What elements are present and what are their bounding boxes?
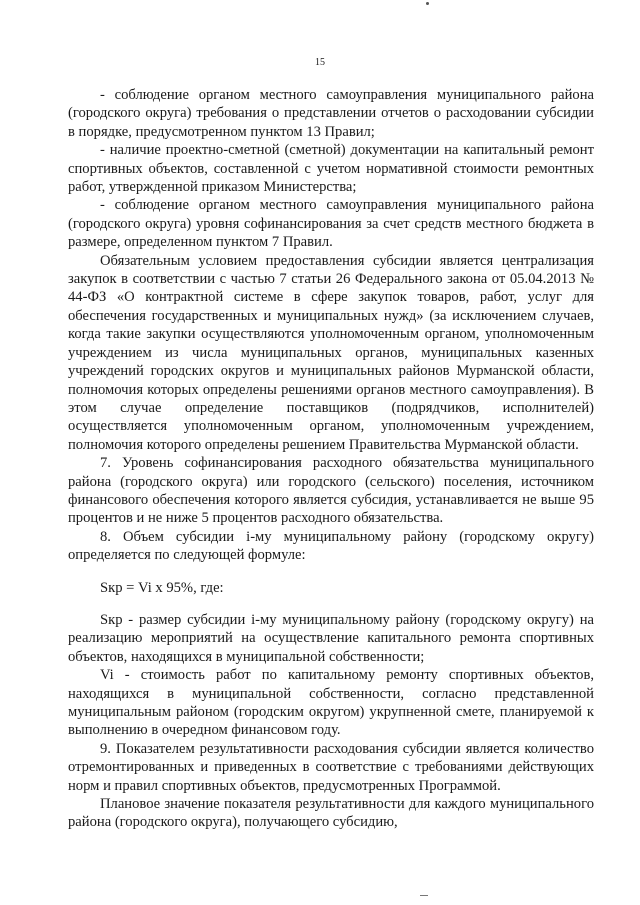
paragraph-item-8: 8. Объем субсидии i-му муниципальному району (городскому округу) определяется по следующей формуле: (68, 528, 594, 564)
paragraph-item-9: 9. Показателем результативности расходования субсидии является количество отремонтированных и приведенных в соответствие с требованиями действующих норм и правил спортивных объектов, предусмотренных Программой. (68, 740, 594, 794)
document-body (68, 86, 594, 832)
paragraph-condition-reports: - соблюдение органом местного самоуправления муниципального района (городского округа) требования о представлении отчетов о расходовании субсидии в порядке, предусмотренном пунктом 13 Правил; (68, 87, 594, 140)
paragraph-vi-definition: Vi - стоимость работ по капитальному ремонту спортивных объектов, находящихся в муниципальной собственности, согласно представленной муниципальным районом (городским округом) укрупненной смете, планируемой к выполнению в очередном финансовом году. (68, 667, 594, 739)
scan-dash (420, 895, 428, 896)
scan-speck (426, 2, 429, 5)
paragraph-procurement-centralization: Обязательным условием предоставления субсидии является централизация закупок в соответствии с частью 7 статьи 26 Федерального закона от 05.04.2013 № 44-ФЗ «О контрактной системе в сфере закупок товаров, работ, услуг для обеспечения государственных и муниципальных нужд» (за исключением случаев, когда такие закупки осуществляются уполномоченным органом, уполномоченным учреждением из числа муниципальных органов, муниципальных казенных учреждений городских округов и муниципальных районов Мурманской области, полномочия которых определены решениями органов местного самоуправления). В этом случае определение поставщиков (подрядчиков, исполнителей) осуществляется уполномоченным органом, уполномоченным учреждением, полномочия которого определены решением Правительства Мурманской области. (68, 252, 594, 453)
paragraph-condition-cofinancing: - соблюдение органом местного самоуправления муниципального района (городского округа) уровня софинансирования за счет средств местного бюджета в размере, определенном пунктом 7 Правил. (68, 197, 594, 251)
subsidy-formula: Sкр = Vi x 95%, где: (100, 579, 224, 596)
paragraph-item-7: 7. Уровень софинансирования расходного обязательства муниципального района (городского округа) или городского (сельского) поселения, источником финансового обеспечения которого является субсидия, устанавливается не выше 95 процентов и не ниже 5 процентов расходного обязательства. (68, 455, 594, 527)
page-number: 15 (315, 57, 325, 68)
paragraph-skr-definition: Sкр - размер субсидии i-му муниципальному району (городскому округу) на реализацию мероприятий на осуществление капитального ремонта спортивных объектов, находящихся в муниципальной собственности; (68, 611, 594, 665)
paragraph-planned-value: Плановое значение показателя результативности для каждого муниципального района (городского округа), получающего субсидию, (68, 796, 594, 831)
paragraph-condition-estimates: - наличие проектно-сметной (сметной) документации на капитальный ремонт спортивных объектов, составленной с учетом нормативной стоимости ремонтных работ, утвержденной приказом Министерства; (68, 142, 594, 196)
